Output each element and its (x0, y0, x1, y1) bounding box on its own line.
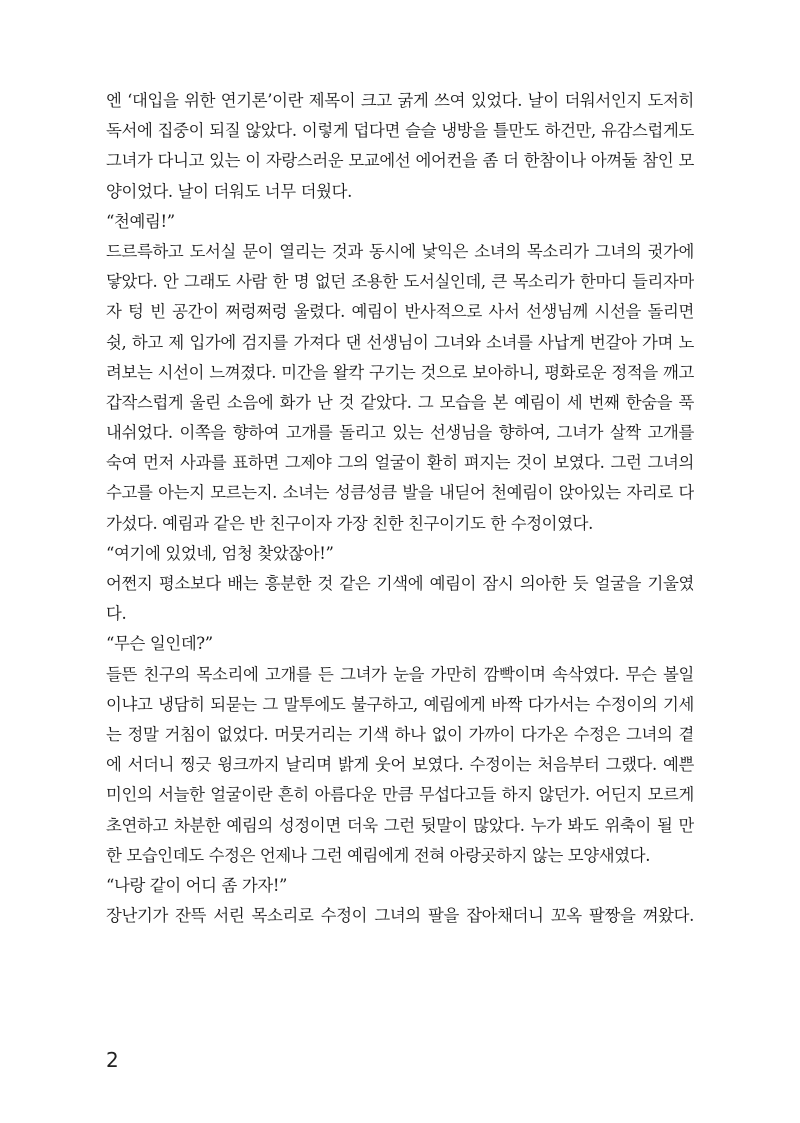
text-line: 는 정말 거침이 없었다. 머뭇거리는 기색 하나 없이 가까이 다가온 수정은 그녀의 곁 (106, 724, 694, 744)
text-line: 에 서더니 찡긋 윙크까지 날리며 밝게 웃어 보였다. 수정이는 처음부터 그랬다. 예쁜 (106, 755, 694, 775)
text-line: 들뜬 친구의 목소리에 고개를 든 그녀가 눈을 가만히 깜빡이며 속삭였다. 무슨 볼일 (106, 664, 694, 684)
text-line: 독서에 집중이 되질 않았다. 이렇게 덥다면 슬슬 냉방을 틀만도 하건만, 유감스럽게도 (106, 121, 694, 141)
text-line: 드르륵하고 도서실 문이 열리는 것과 동시에 낯익은 소녀의 목소리가 그녀의 귓가에 (106, 241, 694, 261)
text-line: 엔 ‘대입을 위한 연기론’이란 제목이 크고 굵게 쓰여 있었다. 날이 더워서인지 도저히 (106, 91, 694, 110)
text-line: “무슨 일인데?” (106, 634, 213, 654)
text-line: 양이었다. 날이 더워도 너무 더웠다. (106, 181, 352, 201)
text-line: 한 모습인데도 수정은 언제나 그런 예림에게 전혀 아랑곳하지 않는 모양새였다. (106, 845, 651, 865)
text-line: 내쉬었다. 이쪽을 향하여 고개를 돌리고 있는 선생님을 향하여, 그녀가 살짝 고개를 (106, 423, 694, 443)
text-line: “여기에 있었네, 엄청 찾았잖아!” (106, 543, 334, 563)
text-line: 려보는 시선이 느껴졌다. 미간을 왈칵 구기는 것으로 보아하니, 평화로운 정적을 깨고 (106, 362, 694, 382)
text-line: 다. (106, 604, 127, 624)
text-line: 갑작스럽게 울린 소음에 화가 난 것 같았다. 그 모습을 본 예림이 세 번째 한숨을 푹 (106, 392, 694, 412)
document-body (106, 86, 694, 931)
text-line: 초연하고 차분한 예림의 성정이면 더욱 그런 뒷말이 많았다. 누가 봐도 위축이 될 만 (106, 815, 694, 835)
text-line: 어쩐지 평소보다 배는 흥분한 것 같은 기색에 예림이 잠시 의아한 듯 얼굴을 기울였 (106, 574, 694, 593)
text-line: 미인의 서늘한 얼굴이란 흔히 아름다운 만큼 무섭다고들 하지 않던가. 어딘지 모르게 (106, 785, 694, 805)
text-line: “나랑 같이 어디 좀 가자!” (106, 875, 288, 895)
page-number: 2 (106, 1048, 119, 1072)
text-line: 그녀가 다니고 있는 이 자랑스러운 모교에선 에어컨을 좀 더 한참이나 아껴둘 참인 모 (106, 151, 694, 171)
text-line: 자 텅 빈 공간이 쩌렁쩌렁 울렸다. 예림이 반사적으로 사서 선생님께 시선을 돌리면 (106, 302, 694, 322)
text-line: 가섰다. 예림과 같은 반 친구이자 가장 친한 친구이기도 한 수정이였다. (106, 513, 593, 533)
text-line: “천예림!” (106, 211, 175, 231)
text-line: 장난기가 잔뜩 서린 목소리로 수정이 그녀의 팔을 잡아채더니 꼬옥 팔짱을 껴왔다. (106, 906, 694, 926)
text-line: 숙여 먼저 사과를 표하면 그제야 그의 얼굴이 환히 펴지는 것이 보였다. 그런 그녀의 (106, 453, 694, 473)
text-line: 닿았다. 안 그래도 사람 한 명 없던 조용한 도서실인데, 큰 목소리가 한마디 들리자마 (106, 272, 694, 292)
text-line: 이냐고 냉담히 되묻는 그 말투에도 불구하고, 예림에게 바짝 다가서는 수정이의 기세 (106, 694, 694, 714)
text-line: 수고를 아는지 모르는지. 소녀는 성큼성큼 발을 내딛어 천예림이 앉아있는 자리로 다 (106, 483, 694, 503)
text-line: 쉿, 하고 제 입가에 검지를 가져다 댄 선생님이 그녀와 소녀를 사납게 번갈아 가며 노 (106, 332, 694, 352)
